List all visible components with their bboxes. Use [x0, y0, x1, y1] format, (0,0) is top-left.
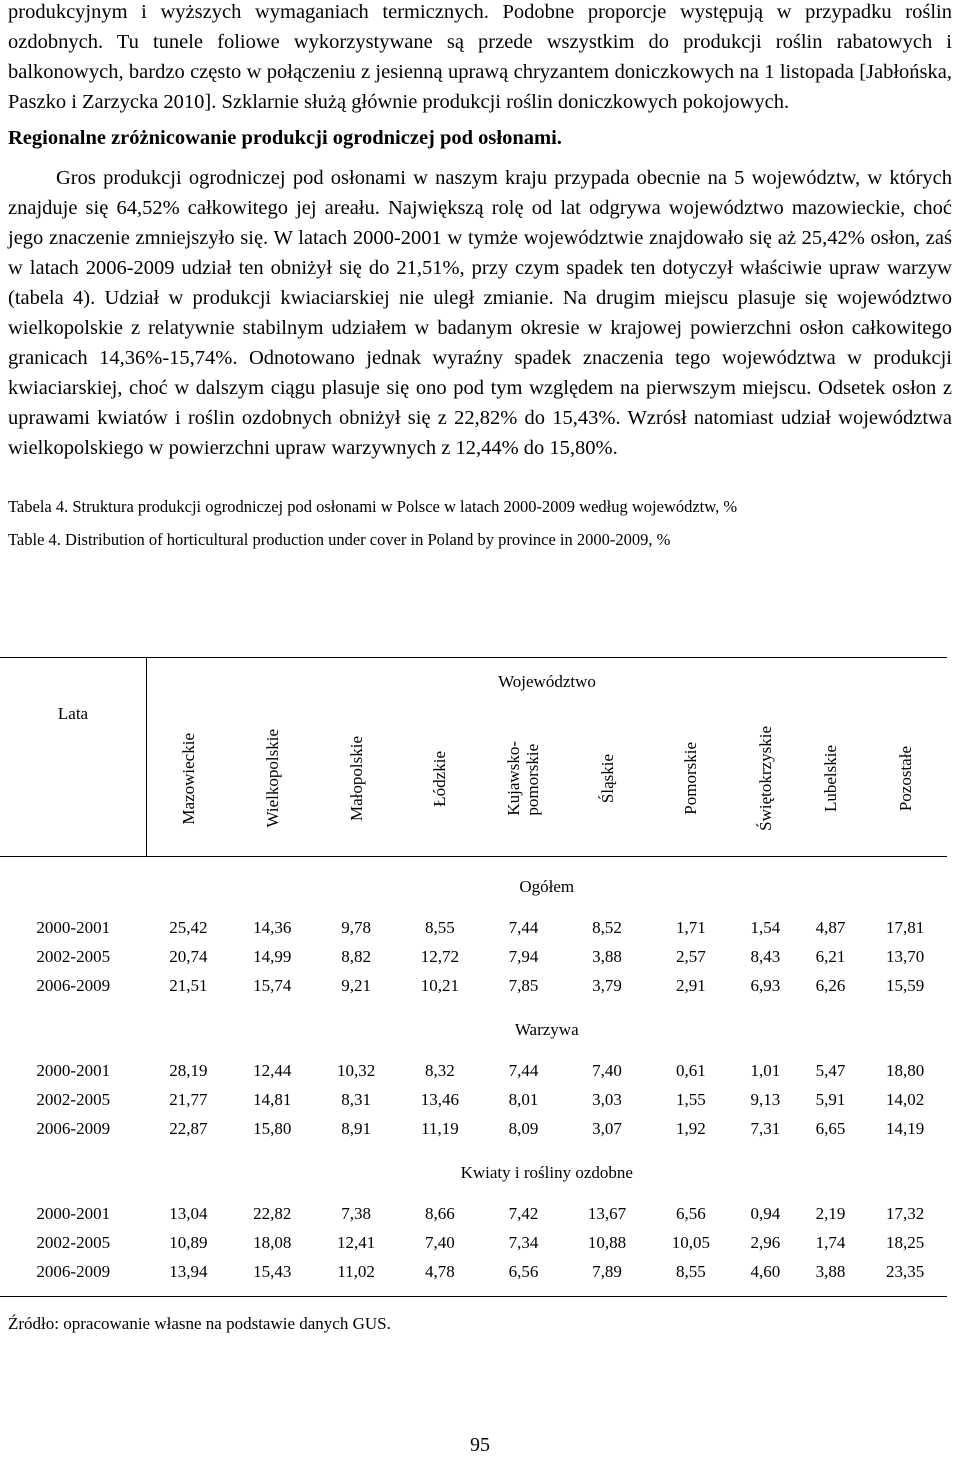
value-cell: 6,26 [815, 975, 846, 995]
value-cell: 0,61 [675, 1060, 706, 1080]
value-cell: 15,80 [253, 1118, 292, 1138]
value-cell: 7,38 [341, 1203, 371, 1223]
value-cell: 15,59 [885, 975, 925, 995]
section-spacer [0, 1000, 147, 1056]
value-cell: 8,43 [750, 946, 781, 966]
value-cell: 22,82 [253, 1203, 292, 1223]
value-cell: 22,87 [169, 1118, 208, 1138]
year-cell: 2000-2001 [36, 1203, 111, 1223]
value-cell: 2,96 [750, 1232, 781, 1252]
value-cell: 11,19 [421, 1118, 459, 1138]
value-cell: 8,55 [425, 917, 455, 937]
section-title: Warzywa [514, 1020, 579, 1039]
column-header-label: Świętokrzyskie [755, 726, 775, 831]
value-cell: 20,74 [169, 946, 208, 966]
column-header-label: Małopolskie [346, 736, 366, 821]
column-header [733, 706, 798, 857]
year-cell: 2000-2001 [36, 917, 111, 937]
table-row [0, 1257, 947, 1297]
column-header [147, 706, 231, 857]
value-cell: 8,01 [508, 1089, 539, 1109]
value-cell: 7,44 [508, 1060, 539, 1080]
value-cell: 17,81 [885, 917, 925, 937]
year-cell: 2006-2009 [0, 1257, 147, 1297]
column-header-label: Mazowieckie [179, 732, 199, 825]
value-cell: 13,67 [587, 1203, 627, 1223]
value-cell: 3,07 [592, 1118, 622, 1138]
value-cell: 28,19 [169, 1060, 208, 1080]
value-cell: 14,81 [253, 1089, 292, 1109]
value-cell: 13,70 [885, 946, 925, 966]
column-header-label: Śląskie [597, 753, 617, 804]
value-cell: 10,05 [671, 1232, 710, 1252]
value-cell: 12,44 [253, 1060, 292, 1080]
value-cell: 13,94 [147, 1257, 231, 1297]
value-cell: 18,80 [885, 1060, 925, 1080]
value-cell: 10,32 [336, 1060, 376, 1080]
value-cell: 15,74 [253, 975, 292, 995]
value-cell: 18,08 [253, 1232, 292, 1252]
value-cell: 2,19 [815, 1203, 846, 1223]
section-heading: Regionalne zróżnicowanie produkcji ogrodniczej pod osłonami. [8, 127, 562, 149]
value-cell: 14,36 [253, 917, 292, 937]
body-paragraph-1: produkcyjnym i wyższych wymaganiach termicznych. Podobne proporcje występują w przypadku roślin ozdobnych. Tu tunele foliowe wykorzystywane są przede wszystkim do produkcji roślin rabatowych i balkonowych, bardzo często w połączeniu z jesienną uprawą chryzantem doniczkowych na 1 listopada [Jabłońska, Paszko i Zarzycka 2010]. Szklarnie służą głównie produkcji roślin doniczkowych pokojowych. [8, 1, 952, 113]
value-cell: 7,44 [508, 917, 539, 937]
value-cell: 8,32 [425, 1060, 455, 1080]
value-cell: 4,60 [733, 1257, 798, 1297]
value-cell: 6,93 [750, 975, 781, 995]
column-header [649, 706, 733, 857]
column-header [565, 706, 649, 857]
data-table [0, 657, 947, 1297]
value-cell: 10,89 [169, 1232, 208, 1252]
value-cell: 0,94 [750, 1203, 781, 1223]
section-row [0, 857, 947, 914]
value-cell: 18,25 [885, 1232, 925, 1252]
year-cell: 2006-2009 [36, 1118, 111, 1138]
value-cell: 3,88 [592, 946, 622, 966]
value-cell: 4,87 [815, 917, 846, 937]
year-cell: 2000-2001 [36, 1060, 111, 1080]
column-header-label: Pozostałe [895, 745, 915, 812]
section-spacer [0, 857, 147, 914]
year-cell: 2002-2005 [36, 1089, 111, 1109]
section-spacer [0, 1143, 147, 1199]
value-cell: 7,85 [508, 975, 539, 995]
value-cell: 2,57 [675, 946, 706, 966]
value-cell: 5,91 [815, 1089, 846, 1109]
value-cell: 8,82 [341, 946, 371, 966]
value-cell: 7,89 [565, 1257, 649, 1297]
value-cell: 17,32 [885, 1203, 925, 1223]
table-row [0, 1056, 947, 1085]
value-cell: 6,56 [675, 1203, 706, 1223]
value-cell: 7,31 [750, 1118, 781, 1138]
column-header-label: Lubelskie [821, 744, 841, 813]
section-title: Ogółem [519, 877, 575, 896]
table-row [0, 1228, 947, 1257]
value-cell: 1,55 [675, 1089, 706, 1109]
body-paragraph-2: Gros produkcji ogrodniczej pod osłonami w naszym kraju przypada obecnie na 5 województw, w których znajduje się 64,52% całkowitego jej areału. Największą rolę od lat odgrywa województwo mazowieckie, choć jego znaczenie zmniejszyło się. W latach 2000-2001 w tymże województwie znajdowało się aż 25,42% osłon, zaś w latach 2006-2009 udział ten obniżył się do 21,51%, przy czym spadek ten dotyczył właściwie upraw warzyw (tabela 4). Udział w produkcji kwiaciarskiej nie uległ zmianie. Na drugim miejscu plasuje się województwo wielkopolskie z relatywnie stabilnym udziałem w badanym okresie w krajowej powierzchni osłon całkowitego granicach 14,36%-15,74%. Odnotowano jednak wyraźny spadek znaczenia tego województwa w produkcji kwiaciarskiej, choć w dalszym ciągu plasuje się ono pod tym względem na pierwszym miejscu. Odsetek osłon z uprawami kwiatów i roślin ozdobnych obniżył się z 22,82% do 15,43%. Wzrósł natomiast udział województwa wielkopolskiego w powierzchni upraw warzywnych z 12,44% do 15,80%. [8, 167, 952, 459]
value-cell: 9,13 [750, 1089, 781, 1109]
year-cell: 2002-2005 [36, 946, 111, 966]
table-row [0, 1085, 947, 1114]
value-cell: 7,94 [508, 946, 539, 966]
value-cell: 2,91 [675, 975, 706, 995]
value-cell: 8,09 [508, 1118, 539, 1138]
value-cell: 13,46 [420, 1089, 460, 1109]
value-cell: 7,34 [508, 1232, 539, 1252]
value-cell: 23,35 [863, 1257, 947, 1297]
value-cell: 3,88 [798, 1257, 863, 1297]
value-cell: 9,78 [341, 917, 371, 937]
value-cell: 8,66 [425, 1203, 455, 1223]
page-number: 95 [470, 1434, 490, 1456]
value-cell: 8,55 [649, 1257, 733, 1297]
value-cell: 3,79 [592, 975, 622, 995]
value-cell: 1,54 [750, 917, 781, 937]
value-cell: 21,77 [169, 1089, 208, 1109]
table-caption-pl: Tabela 4. Struktura produkcji ogrodniczej pod osłonami w Polsce w latach 2000-2009 według województw, % [8, 497, 738, 516]
value-cell: 10,88 [587, 1232, 627, 1252]
value-cell: 12,41 [336, 1232, 376, 1252]
table-row [0, 942, 947, 971]
value-cell: 4,78 [398, 1257, 482, 1297]
column-header [482, 706, 565, 857]
lata-header: Lata [0, 658, 147, 857]
section-row [0, 1000, 947, 1056]
year-cell: 2006-2009 [36, 975, 111, 995]
value-cell: 6,56 [482, 1257, 565, 1297]
table-row [0, 971, 947, 1000]
value-cell: 1,74 [815, 1232, 846, 1252]
value-cell: 25,42 [169, 917, 208, 937]
value-cell: 7,40 [425, 1232, 455, 1252]
value-cell: 11,02 [314, 1257, 398, 1297]
value-cell: 5,47 [815, 1060, 846, 1080]
value-cell: 9,21 [341, 975, 371, 995]
value-cell: 21,51 [169, 975, 208, 995]
value-cell: 8,91 [341, 1118, 371, 1138]
value-cell: 1,92 [675, 1118, 706, 1138]
value-cell: 14,02 [885, 1089, 925, 1109]
value-cell: 3,03 [592, 1089, 622, 1109]
column-header-label: Wielkopolskie [262, 729, 282, 828]
column-header [798, 706, 863, 857]
value-cell: 15,43 [230, 1257, 314, 1297]
year-cell: 2002-2005 [36, 1232, 111, 1252]
source-note: Źródło: opracowanie własne na podstawie danych GUS. [8, 1314, 391, 1333]
table-body [0, 857, 947, 1297]
value-cell: 1,01 [750, 1060, 781, 1080]
column-header [314, 706, 398, 857]
value-cell: 6,21 [815, 946, 846, 966]
value-cell: 1,71 [675, 917, 706, 937]
column-header-label: Pomorskie [681, 742, 701, 815]
wojewodztwo-header: Województwo [147, 658, 948, 707]
column-header [863, 706, 947, 857]
table-row [0, 913, 947, 942]
table-row [0, 1114, 947, 1143]
value-cell: 7,42 [508, 1203, 539, 1223]
section-row [0, 1143, 947, 1199]
section-title: Kwiaty i rośliny ozdobne [460, 1163, 633, 1182]
table-row [0, 1199, 947, 1228]
value-cell: 13,04 [169, 1203, 208, 1223]
value-cell: 8,31 [341, 1089, 371, 1109]
value-cell: 6,65 [815, 1118, 846, 1138]
value-cell: 8,52 [592, 917, 622, 937]
column-header [398, 706, 482, 857]
value-cell: 7,40 [592, 1060, 622, 1080]
value-cell: 14,99 [253, 946, 292, 966]
column-header-label: Kujawsko- pomorskie [504, 741, 543, 816]
column-header-label: Łódzkie [430, 750, 450, 807]
table-caption-en: Table 4. Distribution of horticultural production under cover in Poland by province in 2000-2009, % [8, 530, 671, 549]
value-cell: 14,19 [885, 1118, 925, 1138]
column-header [230, 706, 314, 857]
value-cell: 10,21 [420, 975, 460, 995]
page-content [8, 0, 952, 550]
value-cell: 12,72 [420, 946, 460, 966]
